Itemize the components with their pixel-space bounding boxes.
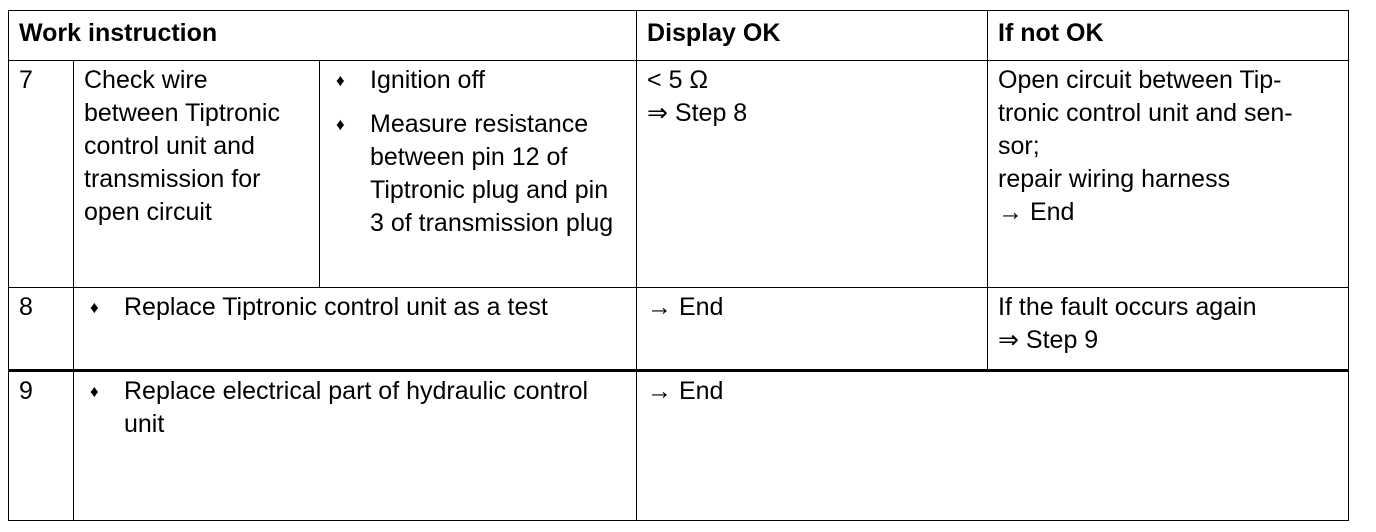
display-ok-next-step: → End	[647, 377, 724, 405]
action-list-cell	[320, 61, 637, 288]
if-not-ok-line: Open circuit between Tip-	[998, 66, 1282, 94]
display-ok-cell	[637, 61, 988, 288]
step-number: 7	[9, 61, 74, 288]
if-not-ok-line: ⇒ Step 9	[998, 326, 1099, 354]
list-item	[330, 108, 626, 240]
if-not-ok-line: repair wiring harness	[998, 165, 1231, 193]
display-ok-cell	[637, 371, 1349, 521]
display-ok-next-step: → End	[647, 293, 724, 321]
action-text: Replace electrical part of hydraulic control unit	[124, 377, 589, 438]
step-number: 8	[9, 288, 74, 371]
diamond-bullet-icon: ♦	[336, 115, 345, 134]
action-text: Replace Tiptronic control unit as a test	[124, 293, 548, 321]
table-row-step-8	[9, 288, 1349, 371]
if-not-ok-line: → End	[998, 198, 1075, 226]
list-item	[84, 291, 626, 324]
list-item	[84, 375, 626, 441]
action-list-cell	[74, 288, 637, 371]
if-not-ok-line: tronic control unit and sen-	[998, 99, 1293, 127]
if-not-ok-cell	[988, 61, 1349, 288]
diamond-bullet-icon: ♦	[90, 382, 99, 401]
diamond-bullet-icon: ♦	[336, 71, 345, 90]
action-text: Measure resistance between pin 12 of Tiptronic plug and pin 3 of transmission plug	[370, 110, 614, 237]
header-work-instruction: Work instruction	[9, 11, 637, 61]
action-list	[84, 291, 626, 324]
display-ok-value: < 5 Ω	[647, 66, 709, 94]
action-list	[84, 375, 626, 441]
if-not-ok-line: If the fault occurs again	[998, 293, 1257, 321]
diamond-bullet-icon: ♦	[90, 298, 99, 317]
table-header-row	[9, 11, 1349, 61]
header-if-not-ok: If not OK	[988, 11, 1349, 61]
work-instruction-table	[8, 10, 1349, 521]
list-item	[330, 64, 626, 97]
if-not-ok-line: sor;	[998, 132, 1040, 160]
action-list-cell	[74, 371, 637, 521]
display-ok-next-step: ⇒ Step 8	[647, 99, 748, 127]
action-text: Ignition off	[370, 66, 485, 94]
display-ok-cell	[637, 288, 988, 371]
step-number: 9	[9, 371, 74, 521]
if-not-ok-cell	[988, 288, 1349, 371]
header-display-ok: Display OK	[637, 11, 988, 61]
table-row-step-9	[9, 371, 1349, 521]
action-list	[330, 64, 626, 240]
check-description: Check wire between Tiptronic control unit and transmission for open circuit	[74, 61, 320, 288]
table-row-step-7	[9, 61, 1349, 288]
